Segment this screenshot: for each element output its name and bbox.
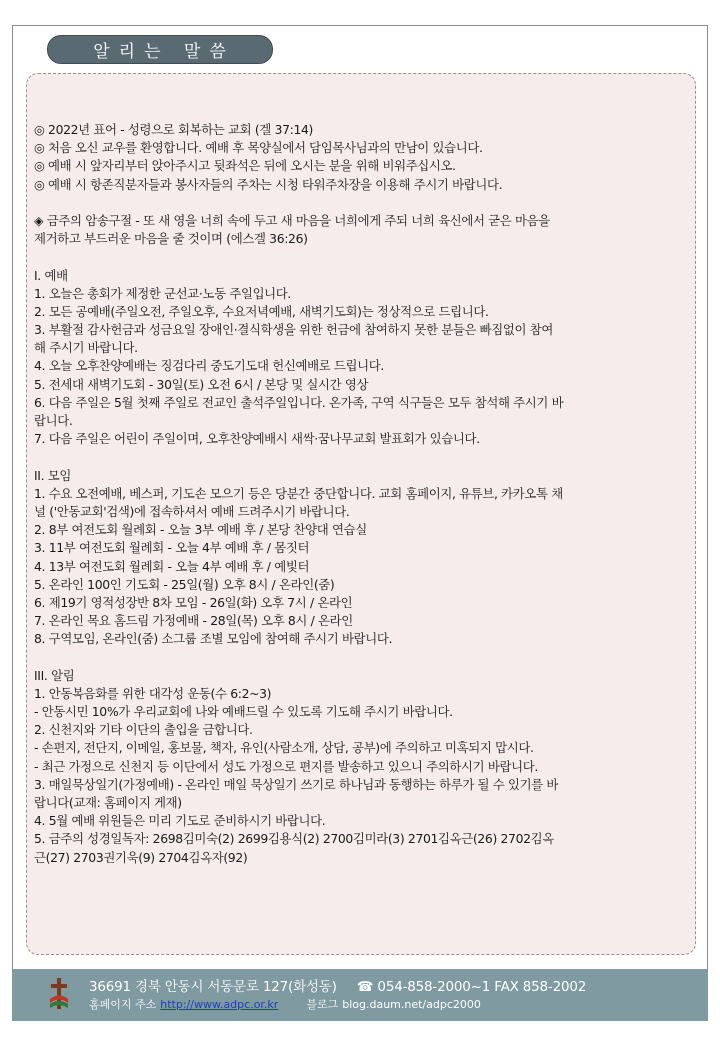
footer-links-line: [89, 996, 481, 1012]
section-heading-notices: III. 알림: [34, 667, 75, 683]
notices-line: - 최근 가정으로 신천지 등 이단에서 성도 가정으로 편지를 발송하고 있으니 주의하시기 바랍니다.: [34, 758, 538, 774]
footer-address: 36691 경북 안동시 서동문로 127(화성동): [89, 979, 337, 995]
intro-line-welcome: ◎ 처음 오신 교우를 환영합니다. 예배 후 목양실에서 담임목사님과의 만남이 있습니다.: [34, 140, 483, 156]
homepage-label: 홈페이지 주소: [89, 998, 157, 1011]
meetings-line: 6. 제19기 영적성장반 8차 모임 - 26일(화) 오후 7시 / 온라인: [34, 594, 353, 610]
notices-line: 랍니다(교재: 홈페이지 게재): [34, 794, 182, 810]
spacer: [34, 648, 694, 666]
meetings-line: 5. 온라인 100인 기도회 - 25일(월) 오후 8시 / 온라인(줌): [34, 576, 335, 592]
intro-section: [34, 121, 694, 194]
worship-line: 해 주시기 바랍니다.: [34, 340, 138, 356]
meetings-line: 7. 온라인 목요 홈드림 가정예배 - 28일(목) 오후 8시 / 온라인: [34, 613, 353, 629]
announcement-content: [34, 121, 694, 867]
worship-line: 6. 다음 주일은 5월 첫째 주일로 전교인 출석주일입니다. 온가족, 구역 식구들은 모두 참석해 주시기 바: [34, 394, 564, 410]
meetings-line: 2. 8부 여전도회 월례회 - 오늘 3부 예배 후 / 본당 찬양대 연습실: [34, 522, 367, 538]
intro-line-motto: ◎ 2022년 표어 - 성령으로 회복하는 교회 (겔 37:14): [34, 122, 314, 137]
memory-verse-line: 제거하고 부드러운 마음을 줄 것이며 (에스겔 36:26): [34, 231, 308, 247]
notices-line: - 안동시민 10%가 우리교회에 나와 예배드릴 수 있도록 기도해 주시기 바랍니다.: [34, 704, 453, 719]
worship-line: 7. 다음 주일은 어린이 주일이며, 오후찬양예배시 새싹·꿈나무교회 발표회가 있습니다.: [34, 431, 480, 447]
meetings-line: 1. 수요 오전예배, 베스퍼, 기도손 모으기 등은 당분간 중단합니다. 교회 홈페이지, 유튜브, 카카오톡 채: [34, 485, 563, 501]
spacer: [34, 194, 694, 212]
worship-section: [34, 267, 694, 449]
page-title: [47, 35, 273, 64]
notices-line: 1. 안동복음화를 위한 대각성 운동(수 6:2~3): [34, 685, 272, 701]
intro-line-parking: ◎ 예배 시 항존직분자들과 봉사자들의 주차는 시청 타워주차장을 이용해 주시기 바랍니다.: [34, 176, 503, 192]
meetings-section: [34, 467, 694, 649]
notices-line: 5. 금주의 성경일독자: 2698김미숙(2) 2699김용식(2) 2700김미라(3) 2701김옥근(26) 2702김옥: [34, 831, 554, 847]
blog-link[interactable]: blog.daum.net/adpc2000: [342, 998, 481, 1011]
meetings-line: 3. 11부 여전도회 월례회 - 오늘 4부 예배 후 / 몸짓터: [34, 540, 310, 556]
worship-line: 5. 전세대 새벽기도회 - 30일(토) 오전 6시 / 본당 및 실시간 영상: [34, 376, 369, 392]
memory-verse-section: [34, 212, 694, 248]
meetings-line: 4. 13부 여전도회 월례회 - 오늘 4부 예배 후 / 예빛터: [34, 558, 310, 574]
intro-line-seating: ◎ 예배 시 앞자리부터 앉아주시고 뒷좌석은 뒤에 오시는 분을 위해 비워주십시오.: [34, 158, 456, 174]
worship-line: 3. 부활절 감사헌금과 성금요일 장애인·결식학생을 위한 헌금에 참여하지 못한 분들은 빠짐없이 참여: [34, 322, 553, 338]
footer-phone: ☎ 054-858-2000~1 FAX 858-2002: [356, 979, 587, 995]
footer-address-line: [89, 975, 586, 995]
meetings-line: 널 ('안동교회'검색)에 접속하셔서 예배 드려주시기 바랍니다.: [34, 503, 350, 519]
worship-line: 1. 오늘은 총회가 제정한 군선교·노동 주일입니다.: [34, 285, 292, 301]
page-title-text: 알리는 말씀: [93, 42, 235, 62]
notices-line: 근(27) 2703권기욱(9) 2704김옥자(92): [34, 849, 248, 865]
worship-line: 2. 모든 공예배(주일오전, 주일오후, 수요저녁예배, 새벽기도회)는 정상적으로 드립니다.: [34, 303, 489, 319]
blog-label: 블로그: [306, 998, 339, 1011]
spacer: [34, 248, 694, 266]
section-heading-worship: I. 예배: [34, 267, 68, 283]
notices-line: 3. 매일묵상일기(가정예배) - 온라인 매일 묵상일기 쓰기로 하나님과 동행하는 하루가 될 수 있기를 바: [34, 776, 559, 792]
meetings-line: 8. 구역모임, 온라인(줌) 소그룹 조별 모임에 참여해 주시기 바랍니다.: [34, 631, 393, 647]
memory-verse-line: ◈ 금주의 암송구절 - 또 새 영을 너희 속에 두고 새 마음을 너희에게 주되 너희 육신에서 굳은 마음을: [34, 212, 550, 228]
worship-line: 랍니다.: [34, 413, 73, 428]
church-logo-icon: [48, 977, 70, 1011]
notices-section: [34, 667, 694, 867]
spacer: [34, 448, 694, 466]
section-heading-meetings: II. 모임: [34, 467, 72, 483]
homepage-link[interactable]: http://www.adpc.or.kr: [160, 998, 279, 1011]
worship-line: 4. 오늘 오후찬양예배는 징검다리 중도기도대 헌신예배로 드립니다.: [34, 358, 384, 374]
notices-line: - 손편지, 전단지, 이메일, 홍보물, 책자, 유인(사람소개, 상담, 공부)에 주의하고 미혹되지 맙시다.: [34, 740, 534, 756]
notices-line: 2. 신천지와 기타 이단의 출입을 금합니다.: [34, 722, 253, 738]
notices-line: 4. 5월 예배 위원들은 미리 기도로 준비하시기 바랍니다.: [34, 813, 326, 829]
